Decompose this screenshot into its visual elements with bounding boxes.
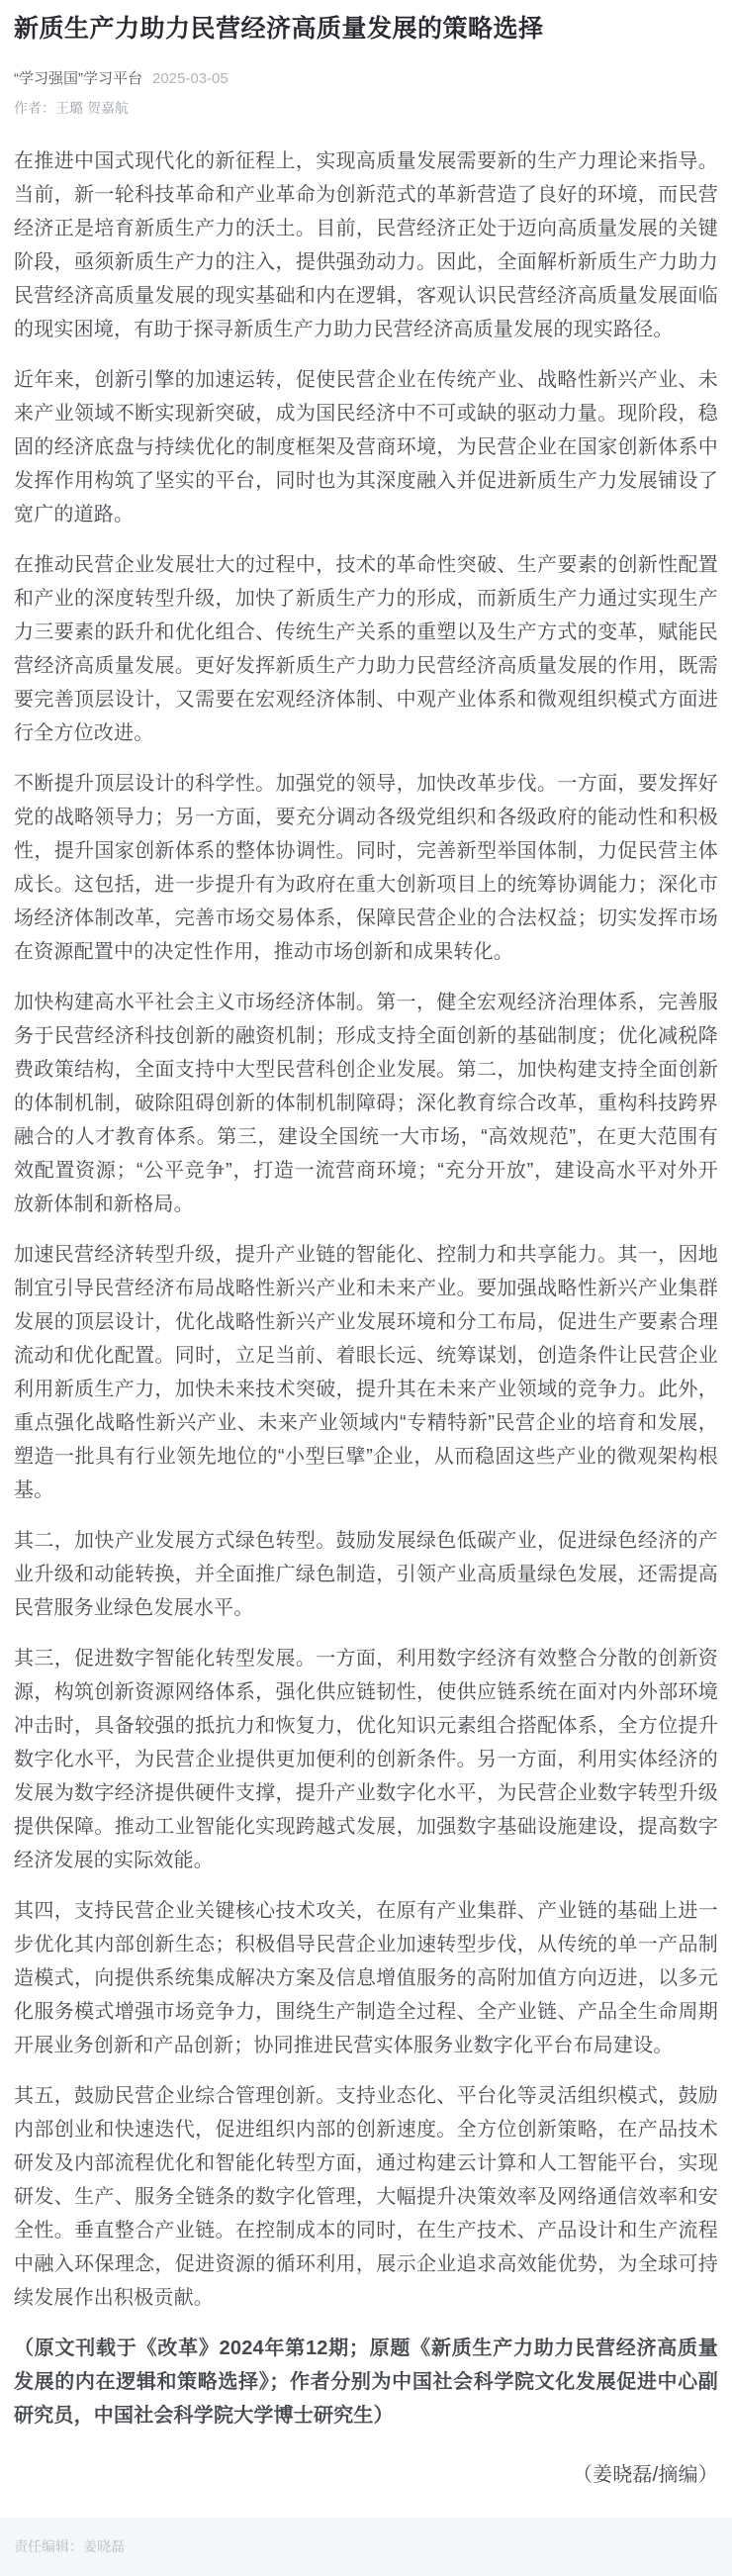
article-paragraph: 不断提升顶层设计的科学性。加强党的领导，加快改革步伐。一方面，要发挥好党的战略领导力；另一方面，要充分调动各级党组织和各级政府的能动性和积极性，提升国家创新体系的整体协调性。同时，完善新型举国体制，力促民营主体成长。这包括，进一步提升有为政府在重大创新项目上的统筹协调能力；深化市场经济体制改革，完善市场交易体系，保障民营企业的合法权益；切实发挥市场在资源配置中的决定性作用，推动市场创新和成果转化。 [14,773,718,963]
article-paragraph: 其五，鼓励民营企业综合管理创新。支持业态化、平台化等灵活组织模式，鼓励内部创业和快速迭代，促进组织内部的创新速度。全方位创新策略，在产品技术研发及内部流程优化和智能化转型方面，通过构建云计算和人工智能平台，实现研发、生产、服务全链条的数字化管理，大幅提升决策效率及网络通信效率和安全性。垂直整合产业链。在控制成本的同时，在生产技术、产品设计和生产流程中融入环保理念，促进资源的循环利用，展示企业追求高效能优势，为全球可持续发展作出积极贡献。 [14,2085,718,2309]
article-paragraph: 加快构建高水平社会主义市场经济体制。第一，健全宏观经济治理体系，完善服务于民营经济科技创新的融资机制；形成支持全面创新的基础制度；优化减税降费政策结构，全面支持中大型民营科创企业发展。第二，加快构建支持全面创新的体制机制，破除阻碍创新的体制机制障碍；深化教育综合改革，重构科技跨界融合的人才教育体系。第三，建设全国统一大市场，“高效规范”，在更大范围有效配置资源；“公平竞争”，打造一流营商环境；“充分开放”，建设高水平对外开放新体制和新格局。 [14,992,718,1215]
article-paragraph: 在推进中国式现代化的新征程上，实现高质量发展需要新的生产力理论来指导。当前，新一轮科技革命和产业革命为创新范式的革新营造了良好的环境，而民营经济正是培育新质生产力的沃土。目前，民营经济正处于迈向高质量发展的关键阶段，亟须新质生产力的注入，提供强劲动力。因此，全面解析新质生产力助力民营经济高质量发展的现实基础和内在逻辑，客观认识民营经济高质量发展面临的现实困境，有助于探寻新质生产力助力民营经济高质量发展的现实路径。 [14,150,718,340]
article-paragraph: 其三，促进数字智能化转型发展。一方面，利用数字经济有效整合分散的创新资源，构筑创新资源网络体系，强化供应链韧性，使供应链系统在面对内外部环境冲击时，具备较强的抵抗力和恢复力，优化知识元素组合搭配体系，全方位提升数字化水平，为民营企业提供更加便利的创新条件。另一方面，利用实体经济的发展为数字经济提供硬件支撑，提升产业数字化水平，为民营企业数字转型升级提供保障。推动工业智能化实现跨越式发展，加强数字基础设施建设，提高数字经济发展的实际效能。 [14,1648,718,1871]
page-title: 新质生产力助力民营经济高质量发展的策略选择 [14,15,544,43]
author-line: 作者：王璐 贺嘉航 [14,100,129,116]
source-name: “学习强国”学习平台 [14,70,142,87]
article-paragraph: 近年来，创新引擎的加速运转，促使民营企业在传统产业、战略性新兴产业、未来产业领域不断实现新突破，成为国民经济中不可或缺的驱动力量。现阶段，稳固的经济底盘与持续优化的制度框架及营商环境，为民营企业在国家创新体系中发挥作用构筑了坚实的平台，同时也为其深度融入并促进新质生产力发展铺设了宽广的道路。 [14,369,718,525]
editor-credit: （姜晓磊/摘编） [572,2464,718,2486]
publish-date: 2025-03-05 [152,70,229,87]
article-paragraph: 其二，加快产业发展方式绿色转型。鼓励发展绿色低碳产业，促进绿色经济的产业升级和动能转换，并全面推广绿色制造，引领产业高质量绿色发展，还需提高民营服务业绿色发展水平。 [14,1530,718,1619]
responsible-editor: 责任编辑：姜晓磊 [14,2538,125,2554]
page-footer [0,2518,732,2576]
source-note: （原文刊载于《改革》2024年第12期；原题《新质生产力助力民营经济高质量发展的内在逻辑和策略选择》；作者分别为中国社会科学院文化发展促进中心副研究员，中国社会科学院大学博士研究生） [14,2337,718,2427]
article-body [14,144,718,2315]
article-paragraph: 其四，支持民营企业关键核心技术攻关，在原有产业集群、产业链的基础上进一步优化其内部创新生态；积极倡导民营企业加速转型步伐，从传统的单一产品制造模式，向提供系统集成解决方案及信息增值服务的高附加值方向迈进，以多元化服务模式增强市场竞争力，围绕生产制造全过程、全产业链、产品全生命周期开展业务创新和产品创新；协同推进民营实体服务业数字化平台布局建设。 [14,1900,718,2056]
article-paragraph: 在推动民营企业发展壮大的过程中，技术的革命性突破、生产要素的创新性配置和产业的深度转型升级，加快了新质生产力的形成，而新质生产力通过实现生产力三要素的跃升和优化组合、传统生产关系的重塑以及生产方式的变革，赋能民营经济高质量发展。更好发挥新质生产力助力民营经济高质量发展的作用，既需要完善顶层设计，又需要在宏观经济体制、中观产业体系和微观组织模式方面进行全方位改进。 [14,554,718,744]
article-paragraph: 加速民营经济转型升级，提升产业链的智能化、控制力和共享能力。其一，因地制宜引导民营经济布局战略性新兴产业和未来产业。要加强战略性新兴产业集群发展的顶层设计，优化战略性新兴产业发展环境和分工布局，促进生产要素合理流动和优化配置。同时，立足当前、着眼长远、统筹谋划，创造条件让民营企业利用新质生产力，加快未来技术突破，提升其在未来产业领域的竞争力。此外，重点强化战略性新兴产业、未来产业领域内“专精特新”民营企业的培育和发展，塑造一批具有行业领先地位的“小型巨擘”企业，从而稳固这些产业的微观架构根基。 [14,1244,718,1501]
article-meta [14,69,718,89]
